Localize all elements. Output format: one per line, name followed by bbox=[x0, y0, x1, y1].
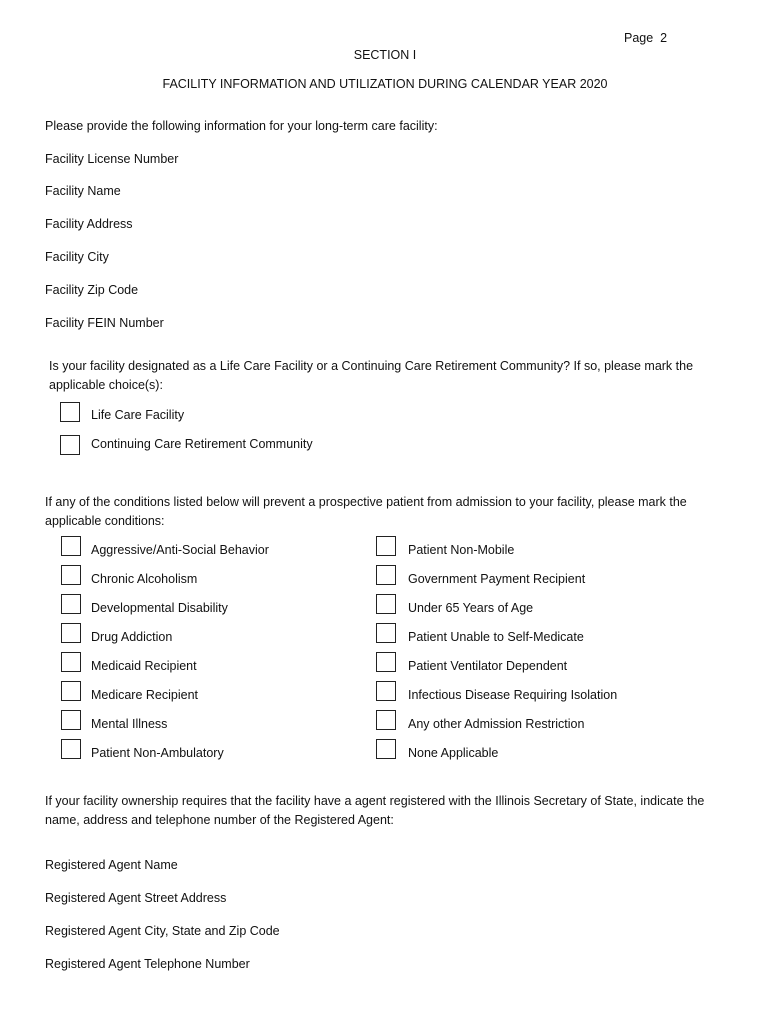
checkbox-mental-illness[interactable] bbox=[61, 710, 81, 730]
label-patient-non-mobile: Patient Non-Mobile bbox=[408, 543, 515, 557]
label-aggressive-anti-social-behavior: Aggressive/Anti-Social Behavior bbox=[91, 543, 269, 557]
checkbox-patient-unable-to-self-medicate[interactable] bbox=[376, 623, 396, 643]
label-life-care-facility: Life Care Facility bbox=[91, 408, 185, 422]
page-number-value: 2 bbox=[660, 31, 668, 45]
label-patient-unable-to-self-medicate: Patient Unable to Self-Medicate bbox=[408, 630, 584, 644]
checkbox-chronic-alcoholism[interactable] bbox=[61, 565, 81, 585]
label-any-other-admission-restriction: Any other Admission Restriction bbox=[408, 717, 585, 731]
checkbox-under-65-years-of-age[interactable] bbox=[376, 594, 396, 614]
field-registered-agent-city-state-zip[interactable]: Registered Agent City, State and Zip Code bbox=[45, 924, 280, 938]
checkbox-patient-ventilator-dependent[interactable] bbox=[376, 652, 396, 672]
label-mental-illness: Mental Illness bbox=[91, 717, 168, 731]
label-developmental-disability: Developmental Disability bbox=[91, 601, 228, 615]
label-infectious-disease-requiring-isolation: Infectious Disease Requiring Isolation bbox=[408, 688, 618, 702]
field-facility-city[interactable]: Facility City bbox=[45, 250, 109, 264]
page-title: FACILITY INFORMATION AND UTILIZATION DURING CALENDAR YEAR 2020 bbox=[162, 77, 608, 91]
field-registered-agent-name[interactable]: Registered Agent Name bbox=[45, 858, 178, 872]
label-continuing-care-retirement-community: Continuing Care Retirement Community bbox=[91, 437, 313, 451]
field-registered-agent-telephone-number[interactable]: Registered Agent Telephone Number bbox=[45, 957, 250, 971]
conditions-question: If any of the conditions listed below will prevent a prospective patient from admission to your facility, please mark the applicable conditions: bbox=[45, 495, 687, 528]
label-medicaid-recipient: Medicaid Recipient bbox=[91, 659, 197, 673]
field-facility-fein-number[interactable]: Facility FEIN Number bbox=[45, 316, 164, 330]
checkbox-medicare-recipient[interactable] bbox=[61, 681, 81, 701]
life-care-question: Is your facility designated as a Life Care Facility or a Continuing Care Retirement Community? If so, please mark the applicable choice(s): bbox=[49, 359, 694, 392]
field-registered-agent-street-address[interactable]: Registered Agent Street Address bbox=[45, 891, 227, 905]
field-facility-name[interactable]: Facility Name bbox=[45, 184, 121, 198]
page-label: Page bbox=[624, 31, 654, 45]
label-medicare-recipient: Medicare Recipient bbox=[91, 688, 198, 702]
label-drug-addiction: Drug Addiction bbox=[91, 630, 173, 644]
checkbox-none-applicable[interactable] bbox=[376, 739, 396, 759]
checkbox-developmental-disability[interactable] bbox=[61, 594, 81, 614]
field-facility-zip-code[interactable]: Facility Zip Code bbox=[45, 283, 139, 297]
label-none-applicable: None Applicable bbox=[408, 746, 499, 760]
checkbox-patient-non-ambulatory[interactable] bbox=[61, 739, 81, 759]
checkbox-infectious-disease-requiring-isolation[interactable] bbox=[376, 681, 396, 701]
section-heading: SECTION I bbox=[353, 48, 417, 62]
label-chronic-alcoholism: Chronic Alcoholism bbox=[91, 572, 198, 586]
page-number bbox=[624, 31, 667, 45]
label-patient-non-ambulatory: Patient Non-Ambulatory bbox=[91, 746, 224, 760]
checkbox-any-other-admission-restriction[interactable] bbox=[376, 710, 396, 730]
label-government-payment-recipient: Government Payment Recipient bbox=[408, 572, 586, 586]
checkbox-drug-addiction[interactable] bbox=[61, 623, 81, 643]
checkbox-life-care-facility[interactable] bbox=[60, 402, 80, 422]
checkbox-patient-non-mobile[interactable] bbox=[376, 536, 396, 556]
agent-intro: If your facility ownership requires that the facility have a agent registered with the Illinois Secretary of State, indicate the name, address and telephone number of the Registered Agent: bbox=[45, 794, 705, 827]
checkbox-continuing-care-retirement-community[interactable] bbox=[60, 435, 80, 455]
checkbox-government-payment-recipient[interactable] bbox=[376, 565, 396, 585]
field-facility-license-number[interactable]: Facility License Number bbox=[45, 152, 179, 166]
checkbox-aggressive-anti-social-behavior[interactable] bbox=[61, 536, 81, 556]
label-patient-ventilator-dependent: Patient Ventilator Dependent bbox=[408, 659, 568, 673]
label-under-65-years-of-age: Under 65 Years of Age bbox=[408, 601, 534, 615]
facility-intro: Please provide the following information for your long-term care facility: bbox=[45, 119, 438, 133]
field-facility-address[interactable]: Facility Address bbox=[45, 217, 133, 231]
checkbox-medicaid-recipient[interactable] bbox=[61, 652, 81, 672]
